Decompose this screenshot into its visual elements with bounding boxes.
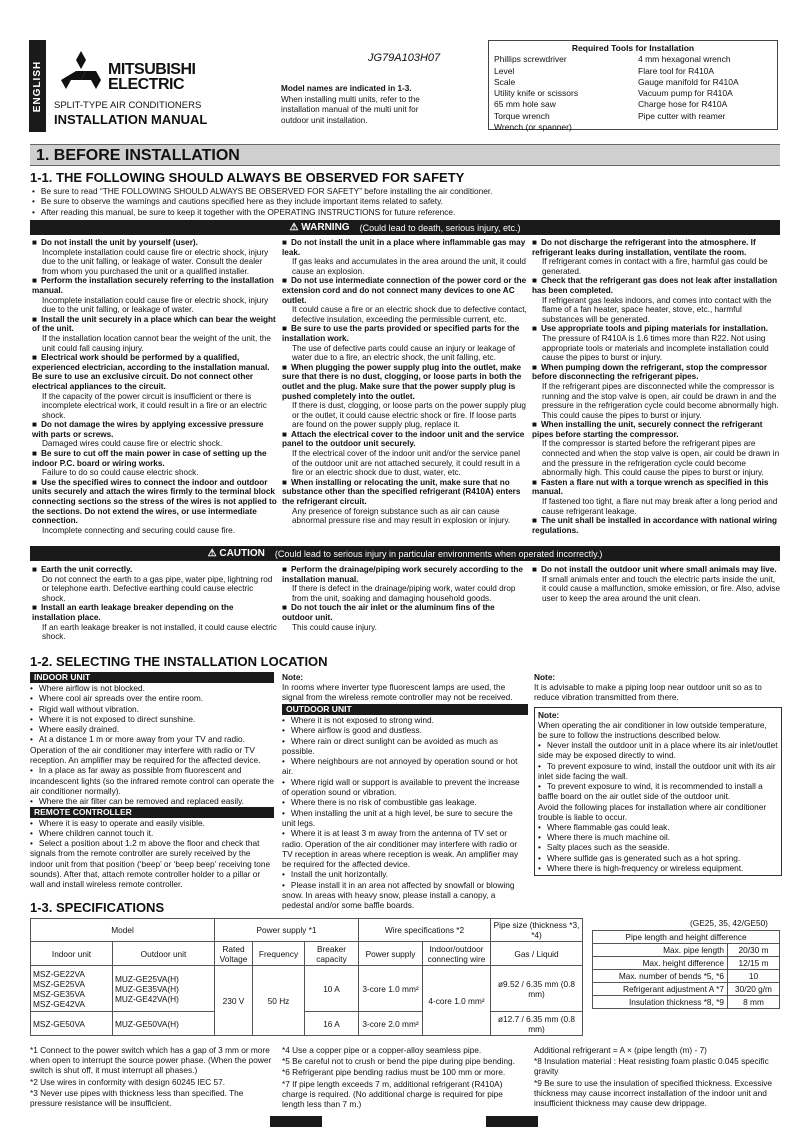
brand-name: MITSUBISHI ELECTRIC [108, 61, 196, 93]
tool-item: 65 mm hole saw [494, 99, 556, 110]
indoor-item: • Where the air filter can be removed and replaced easily. [30, 796, 274, 806]
tool-item: Flare tool for R410A [638, 65, 715, 76]
right-block [534, 672, 782, 876]
indoor-item: • Where cool air spreads over the entire room. [30, 693, 274, 703]
pipe-row: Max. pipe length 20/30 m [593, 944, 780, 957]
caution-column-2 [282, 565, 527, 632]
warning-column-3 [532, 238, 780, 535]
indoor-list [30, 683, 274, 807]
footnote: *7 If pipe length exceeds 7 m, additional refrigerant (R410A) charge is required. (No additional charge is required for pipe length less than 7 m.) [282, 1078, 503, 1110]
avoid-item: • Where there is much machine oil. [538, 832, 778, 842]
remote-head: REMOTE CONTROLLER [30, 807, 274, 818]
indoor-item: • At a distance 1 m or more away from your TV and radio. Operation of the air conditioner may interfere with radio or TV reception. An amplifier may be required for the affected device. [30, 734, 274, 765]
footnote: *4 Use a copper pipe or a copper-alloy seamless pipe. [282, 1045, 482, 1055]
tool-item: Pipe cutter with reamer [638, 110, 726, 121]
safety-bullet: • Be sure to observe the warnings and cautions specified here as they include important items related to safety. [32, 196, 782, 206]
outdoor-item: • Install the unit horizontally. [282, 869, 528, 879]
item-text: Incomplete installation could cause fire or electric shock, injury due to the unit falling, or leakage of water. [42, 295, 269, 315]
avoid-item: • Salty places such as the seaside. [538, 842, 778, 852]
outdoor-list [282, 715, 528, 911]
item-heading: ■ Perform the installation securely referring to the installation manual. [32, 276, 277, 295]
safety-bullet: • After reading this manual, be sure to keep it together with the OPERATING INSTRUCTIONS for future reference. [32, 207, 782, 217]
document-code: JG79A103H07 [368, 52, 441, 64]
remote-item: • Select a position about 1.2 m above the floor and check that signals from the remote controller are surely received by the indoor unit from that position (‘beep’ or ‘beep beep’ receiving tone sounds). After that, attach remote controller holder to a pillar or wall and install wireless remote controller. [30, 838, 274, 889]
warning-bar: ⚠ WARNING (Could lead to death, serious injury, etc.) [30, 220, 780, 235]
item-heading: ■ Check that the refrigerant gas does not leak after installation has been completed. [532, 276, 780, 295]
section-title: 1. BEFORE INSTALLATION [30, 144, 780, 166]
item-text: If fastened too tight, a flare nut may break after a long period and cause refrigerant leakage. [542, 497, 778, 516]
remote-item: • Where children cannot touch it. [30, 828, 274, 838]
product-type: SPLIT-TYPE AIR CONDITIONERS [54, 100, 202, 111]
item-text: If the electrical cover of the indoor unit and/or the service panel of the outdoor unit are not attached securely, it could result in a fire or an electric shock due to dust, water, etc. [292, 449, 521, 478]
manual-title: INSTALLATION MANUAL [54, 112, 208, 127]
item-heading: ■ Be sure to cut off the main power in case of setting up the indoor P.C. board or wiring works. [32, 449, 277, 468]
item-text: If there is defect in the drainage/piping work, water could drop from the unit, soaking and damaging household goods. [292, 584, 516, 603]
warning-column-2 [282, 238, 527, 526]
item-text: This could cause injury. [292, 622, 377, 632]
indoor-item: • Rigid wall without vibration. [30, 704, 274, 714]
tool-item: 4 mm hexagonal wrench [638, 54, 731, 65]
outdoor-item: • Where rigid wall or support is available to prevent the increase of operation sound or vibration. [282, 777, 528, 798]
indoor-models-a: MSZ-GE22VA MSZ-GE25VA MSZ-GE35VA MSZ-GE42VA [31, 966, 113, 1012]
caution-label: ⚠ CAUTION [207, 548, 265, 559]
item-text: Failure to do so could cause electric shock. [42, 468, 199, 478]
indoor-item: • Where easily drained. [30, 724, 274, 734]
avoid-item: • Where sulfide gas is generated such as a hot spring. [538, 853, 778, 863]
safety-bullet: • Be sure to read “THE FOLLOWING SHOULD ALWAYS BE OBSERVED FOR SAFETY” before installing the air conditioner. [32, 186, 782, 196]
item-text: If an earth leakage breaker is not installed, it could cause electric shock. [42, 622, 277, 642]
indoor-unit-block [30, 672, 274, 890]
avoid-item: • Where there is high-frequency or wireless equipment. [538, 863, 778, 873]
outdoor-item: • Where it is not exposed to strong wind. [282, 715, 528, 725]
pipe-row: Max. height difference 12/15 m [593, 957, 780, 970]
note-mid: In rooms where inverter type fluorescent lamps are used, the signal from the wireless remote controller may not be received. [282, 682, 513, 702]
outdoor-item: • Where there is no risk of combustible gas leakage. [282, 797, 528, 807]
item-text: If the installation location cannot bear the weight of the unit, the unit could fall causing injury. [42, 333, 271, 353]
item-heading: ■ When pumping down the refrigerant, stop the compressor before disconnecting the refrigerant pipes. [532, 363, 780, 382]
note-box-item: • To prevent exposure to wind, it is recommended to install a baffle board on the air outlet side of the outdoor unit. [538, 781, 778, 802]
caution-column-1 [32, 565, 277, 642]
tool-item: Wrench (or spanner) [494, 122, 572, 133]
outdoor-item: • Please install it in an area not affected by snowfall or blowing snow. In areas with heavy snow, please install a canopy, a pedestal and/or some baffle boards. [282, 880, 528, 911]
item-text: If the compressor is started before the refrigerant pipes are connected and when the stop valve is open, air could be drawn in and the pressure in the refrigeration cycle could become abnormally high. This could cause the pipes to burst or injury. [542, 439, 780, 478]
low-temp-note-box: Note: When operating the air conditioner in low outside temperature, be sure to follow the instructions described below. • Never install the outdoor unit in a place where its air inlet/outlet side may be exposed directly to wind. • To prevent exposure to wind, install the outdoor unit with its air inlet side facing the wall. • To prevent exposure to wind, it is recommended to install a baffle board on the air outlet side of the outdoor unit. Avoid the following places for installation where air conditioner trouble is liable to occur. • Where flammable gas could leak. • Where there is much machine oil. • Salty places such as the seaside. • Where sulfide gas is generated such as a hot spring. • Where there is high-frequency or wireless equipment. [534, 707, 782, 876]
indoor-item: • Where it is not exposed to direct sunshine. [30, 714, 274, 724]
specs-title: 1-3. SPECIFICATIONS [30, 900, 165, 915]
item-heading: ■ Do not use intermediate connection of the power cord or the extension cord and do not connect many devices to one AC outlet. [282, 276, 527, 305]
item-heading: ■ Do not touch the air inlet or the aluminum fins of the outdoor unit. [282, 603, 527, 622]
pipe-table-caption: (GE25, 35, 42/GE50) [690, 918, 768, 928]
tool-item: Torque wrench [494, 110, 550, 121]
footnote: *6 Refrigerant pipe bending radius must be 100 mm or more. [282, 1067, 506, 1078]
pipe-row: Insulation thickness *8, *9 8 mm [593, 996, 780, 1009]
footnote: *5 Be careful not to crush or bend the pipe during pipe bending. [282, 1056, 515, 1067]
middle-block [282, 672, 528, 911]
item-heading: ■ When installing the unit, securely connect the refrigerant pipes before starting the compressor. [532, 420, 780, 439]
item-text: If refrigerant gas leaks indoors, and comes into contact with the flame of a fan heater, space heater, stove, etc., harmful substances will be generated. [542, 295, 772, 324]
footnote: *9 Be sure to use the insulation of specified thickness. Excessive thickness may cause incorrect installation of the indoor unit and insufficient thickness may cause dew drippage. [534, 1077, 772, 1109]
item-text: Do not connect the earth to a gas pipe, water pipe, lightning rod or telephone earth. Defective earthing could cause electric shock. [42, 574, 273, 603]
tools-title: Required Tools for Installation [571, 43, 695, 53]
outdoor-models-a: MUZ-GE25VA(H) MUZ-GE35VA(H) MUZ-GE42VA(H) [113, 966, 215, 1012]
item-heading: ■ Do not install the unit by yourself (user). [32, 238, 277, 248]
warning-label: ⚠ WARNING [289, 222, 350, 233]
footnote: *8 Insulation material : Heat resisting foam plastic 0.045 specific gravity [534, 1056, 769, 1077]
footer-mark-left [270, 1116, 322, 1127]
item-heading: ■ When installing or relocating the unit, make sure that no substance other than the specified refrigerant (R410A) enters the refrigerant circuit. [282, 478, 527, 507]
language-tab: ENGLISH [29, 40, 46, 132]
outdoor-item: • Where rain or direct sunlight can be avoided as much as possible. [282, 736, 528, 757]
indoor-unit-head: INDOOR UNIT [30, 672, 274, 683]
item-text: If the capacity of the power circuit is insufficient or there is incomplete electrical work, it could result in a fire or an electric shock. [42, 391, 267, 420]
footnote: Additional refrigerant = A × (pipe length (m) - 7) [534, 1045, 707, 1055]
outdoor-unit-head: OUTDOOR UNIT [282, 704, 528, 715]
tools-right-list [638, 54, 772, 132]
footnotes-col-2 [282, 1045, 527, 1109]
item-heading: ■ Do not damage the wires by applying excessive pressure with parts or screws. [32, 420, 277, 439]
item-heading: ■ Be sure to use the parts provided or specified parts for the installation work. [282, 324, 527, 343]
item-text: Damaged wires could cause fire or electric shock. [42, 439, 223, 449]
item-text: The pressure of R410A is 1.6 times more than R22. Not using appropriate tools or materials and incomplete installation could cause the pipes to burst or injury. [542, 333, 769, 363]
outdoor-item: • Where it is at least 3 m away from the antenna of TV set or radio. Operation of the air conditioner may interfere with radio or TV reception in areas where reception is weak. An amplifier may be required for the affected device. [282, 828, 528, 869]
item-heading: ■ Do not install the unit in a place where inflammable gas may leak. [282, 238, 527, 257]
item-heading: ■ When plugging the power supply plug into the outlet, make sure that there is no dust, clogging, or loose parts in both the outlet and the plug. Make sure that the power supply plug is pushed completely into the outlet. [282, 363, 527, 401]
item-heading: ■ Perform the drainage/piping work securely according to the installation manual. [282, 565, 527, 584]
tool-item: Charge hose for R410A [638, 99, 728, 110]
item-heading: ■ Attach the electrical cover to the indoor unit and the service panel to the outdoor unit securely. [282, 430, 527, 449]
item-text: If gas leaks and accumulates in the area around the unit, it could cause an explosion. [292, 257, 526, 276]
warning-column-1 [32, 238, 277, 535]
pipe-row: Refrigerant adjustment A *7 30/20 g/m [593, 983, 780, 996]
tool-item: Gauge manifold for R410A [638, 76, 739, 87]
item-text: Incomplete connecting and securing could cause fire. [42, 525, 235, 535]
pipe-row: Max. number of bends *5, *6 10 [593, 970, 780, 983]
item-text: Incomplete installation could cause fire or electric shock, injury due to the unit falling, or leakage of water. Consult the dealer from whom you purchased the unit or a qualified installer. [42, 247, 269, 276]
indoor-item: • In a place as far away as possible from fluorescent and incandescent lights (so the infrared remote control can operate the air conditioner normally). [30, 765, 274, 796]
item-text: If refrigerant comes in contact with a fire, harmful gas could be generated. [542, 257, 768, 276]
item-text: Any presence of foreign substance such as air can cause abnormal pressure rise and may result in explosion or injury. [292, 506, 511, 526]
item-heading: ■ Electrical work should be performed by a qualified, experienced electrician, according to the installation manual. Be sure to use an exclusive circuit. Do not connect other electrical appliances to the circuit. [32, 353, 277, 391]
remote-list [30, 818, 274, 890]
avoid-item: • Where flammable gas could leak. [538, 822, 778, 832]
item-text: The use of defective parts could cause an injury or leakage of water due to a fire, an electric shock, the unit falling, etc. [292, 343, 516, 363]
item-text: If there is dust, clogging, or loose parts on the power supply plug or the outlet, it could cause electric shock or fire. If loose parts are found on the power supply plug, replace it. [292, 401, 526, 430]
location-title: 1-2. SELECTING THE INSTALLATION LOCATION [30, 654, 328, 669]
tool-item: Scale [494, 76, 516, 87]
subsection-title: 1-1. THE FOLLOWING SHOULD ALWAYS BE OBSERVED FOR SAFETY [30, 170, 465, 185]
note-box-item: • To prevent exposure to wind, install the outdoor unit with its air inlet side facing the wall. [538, 761, 778, 782]
required-tools-box [488, 40, 778, 133]
mitsubishi-diamonds-logo [56, 50, 106, 90]
footnotes-col-3 [534, 1045, 782, 1108]
outdoor-item: • Where airflow is good and dustless. [282, 725, 528, 735]
tool-item: Level [494, 65, 515, 76]
item-heading: ■ Install the unit securely in a place which can bear the weight of the unit. [32, 315, 277, 334]
remote-item: • Where it is easy to operate and easily visible. [30, 818, 274, 828]
item-heading: ■ Use appropriate tools and piping materials for installation. [532, 324, 780, 334]
tool-item: Phillips screwdriver [494, 54, 567, 65]
item-heading: ■ Fasten a flare nut with a torque wrench as specified in this manual. [532, 478, 780, 497]
pipe-table: Pipe length and height difference Max. pipe length 20/30 m Max. height difference 12/15 m Max. number of bends *5, *6 10 Refrigerant adjustment A *7 30/20 g/m Insulation thickness *8, *9 8 mm [592, 930, 780, 1009]
tool-item: Vacuum pump for R410A [638, 88, 733, 99]
item-heading: ■ The unit shall be installed in accordance with national wiring regulations. [532, 516, 780, 535]
caution-bar: ⚠ CAUTION (Could lead to serious injury in particular environments when operated incorrectly.) [30, 546, 780, 561]
note-label-right: Note: [534, 672, 556, 682]
footnote: *3 Never use pipes with thickness less than specified. The pressure resistance will be insufficient. [30, 1087, 244, 1109]
outdoor-item: • Where neighbours are not annoyed by operation sound or hot air. [282, 756, 528, 777]
item-heading: ■ Do not discharge the refrigerant into the atmosphere. If refrigerant leaks during installation, ventilate the room. [532, 238, 780, 257]
tools-left-list [494, 54, 638, 132]
item-text: It could cause a fire or an electric shock due to defective contact, defective insulation, exceeding the permissible current, etc. [292, 305, 527, 324]
footnotes-col-1 [30, 1045, 275, 1108]
note-label: Note: [282, 672, 304, 682]
item-heading: ■ Install an earth leakage breaker depending on the installation place. [32, 603, 277, 622]
outdoor-item: • When installing the unit at a high level, be sure to secure the unit legs. [282, 808, 528, 829]
item-heading: ■ Earth the unit correctly. [32, 565, 277, 575]
footer-mark-right [486, 1116, 538, 1127]
item-heading: ■ Do not install the outdoor unit where small animals may live. [532, 565, 780, 575]
footnote: *2 Use wires in conformity with design 60245 IEC 57. [30, 1076, 226, 1087]
indoor-item: • Where airflow is not blocked. [30, 683, 274, 693]
note-box-item: • Never install the outdoor unit in a place where its air inlet/outlet side may be exposed directly to wind. [538, 740, 778, 761]
specs-table: Model Power supply *1 Wire specifications *2 Pipe size (thickness *3, *4) Indoor unit Outdoor unit Rated Voltage Frequency Breaker capacity Power supply Indoor/outdoor connecting wire Gas / Liquid MSZ-GE22VA MSZ-GE25VA MSZ-GE35VA MSZ-GE42VA MUZ-GE25VA(H) MUZ-GE35VA(H) MUZ-GE42VA(H) 230 V 50 Hz 10 A 3-core 1.0 mm² 4-core 1.0 mm² ø9.52 / 6.35 mm (0.8 mm) MSZ-GE50VA MUZ-GE50VA(H) 16 A 3-core 2.0 mm² ø12.7 / 6.35 mm (0.8 mm) [30, 918, 583, 1036]
caution-column-3 [532, 565, 780, 603]
model-note: Model names are indicated in 1-3. When installing multi units, refer to the installation manual of the multi unit for outdoor unit installation. [281, 84, 420, 125]
item-heading: ■ Use the specified wires to connect the indoor and outdoor units securely and attach the wires firmly to the terminal block connecting sections so the stress of the wires is not applied to the sections. Do not extend the wires, or use intermediate connection. [32, 478, 277, 526]
safety-bullets [32, 186, 782, 217]
footnote: *1 Connect to the power switch which has a gap of 3 mm or more when open to interrupt the source power phase. (When the power switch is shut off, it must interrupt all phases.) [30, 1045, 272, 1076]
item-text: If small animals enter and touch the electric parts inside the unit, it could cause a malfunction, smoke emission, or fire. Also, advise user to keep the area around the unit clean. [542, 574, 781, 603]
item-text: If the refrigerant pipes are disconnected while the compressor is running and the stop valve is open, air could be drawn in and the pressure in the refrigeration cycle could become abnormally high. This could cause the pipes to burst or injury. [542, 381, 779, 420]
tool-item: Utility knife or scissors [494, 88, 579, 99]
note-right: It is advisable to make a piping loop near outdoor unit so as to reduce vibration transmitted from there. [534, 682, 762, 702]
